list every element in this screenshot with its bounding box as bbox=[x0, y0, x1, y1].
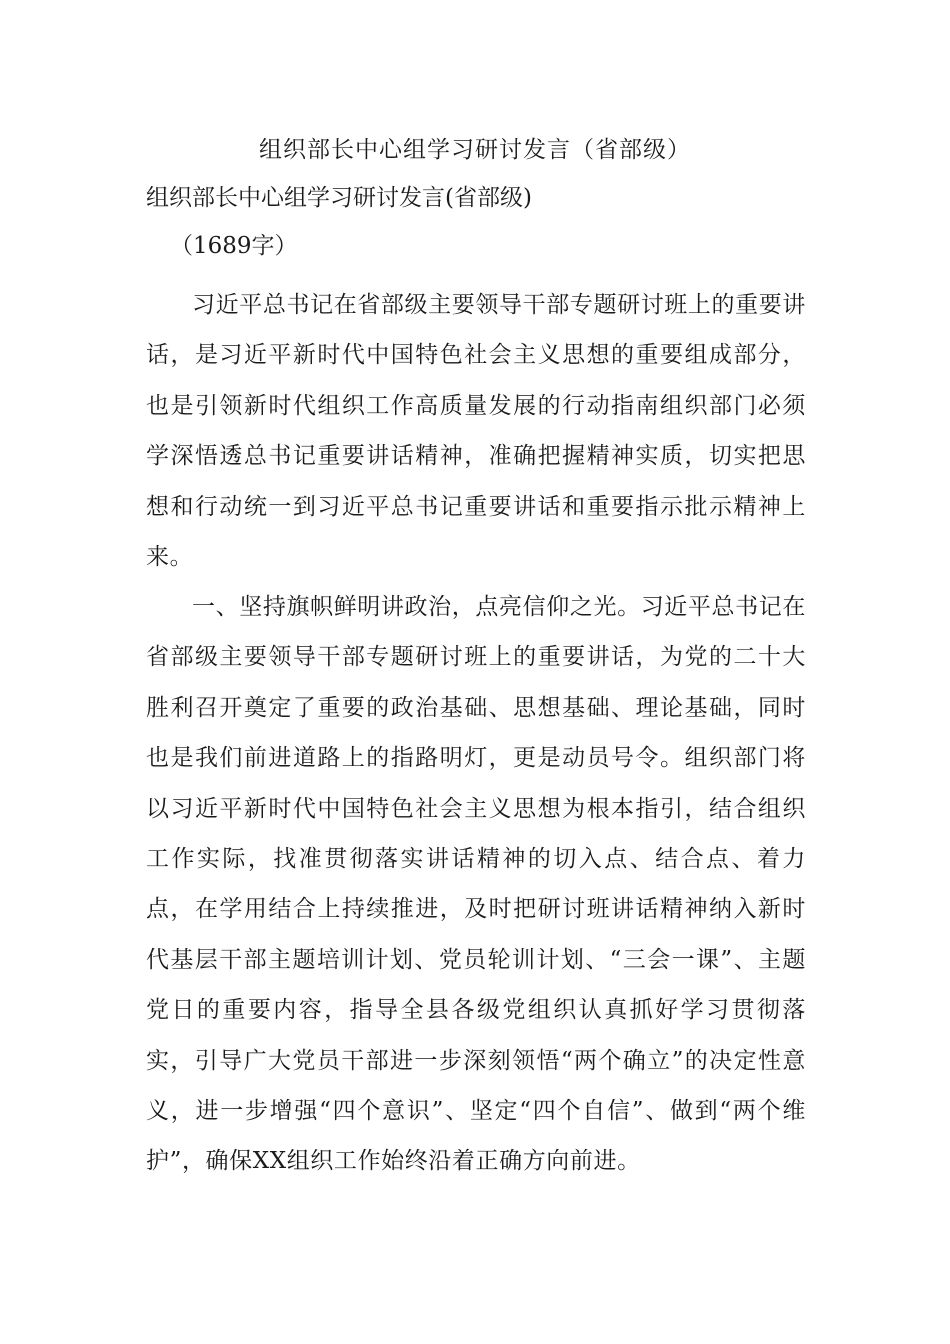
paragraph-intro: 习近平总书记在省部级主要领导干部专题研讨班上的重要讲话，是习近平新时代中国特色社会主义思想的重要组成部分，也是引领新时代组织工作高质量发展的行动指南组织部门必须学深悟透总书记重要讲话精神，准确把握精神实质，切实把思想和行动统一到习近平总书记重要讲话和重要指示批示精神上来。 bbox=[146, 292, 806, 571]
document-title: 组织部长中心组学习研讨发言（省部级） bbox=[259, 137, 691, 163]
document-subtitle: 组织部长中心组学习研讨发言(省部级) bbox=[146, 185, 532, 211]
word-count: （1689字） bbox=[170, 233, 298, 259]
paragraph-section-one: 一、坚持旗帜鲜明讲政治，点亮信仰之光。习近平总书记在省部级主要领导干部专题研讨班上的重要讲话，为党的二十大胜利召开奠定了重要的政治基础、思想基础、理论基础，同时也是我们前进道路上的指路明灯，更是动员号令。组织部门将以习近平新时代中国特色社会主义思想为根本指引，结合组织工作实际，找准贯彻落实讲话精神的切入点、结合点、着力点，在学用结合上持续推进，及时把研讨班讲话精神纳入新时代基层干部主题培训计划、党员轮训计划、“三会一课”、主题党日的重要内容，指导全县各级党组织认真抓好学习贯彻落实，引导广大党员干部进一步深刻领悟“两个确立”的决定性意义，进一步增强“四个意识”、坚定“四个自信”、做到“两个维护”，确保XX组织工作始终沿着正确方向前进。 bbox=[146, 594, 806, 1175]
